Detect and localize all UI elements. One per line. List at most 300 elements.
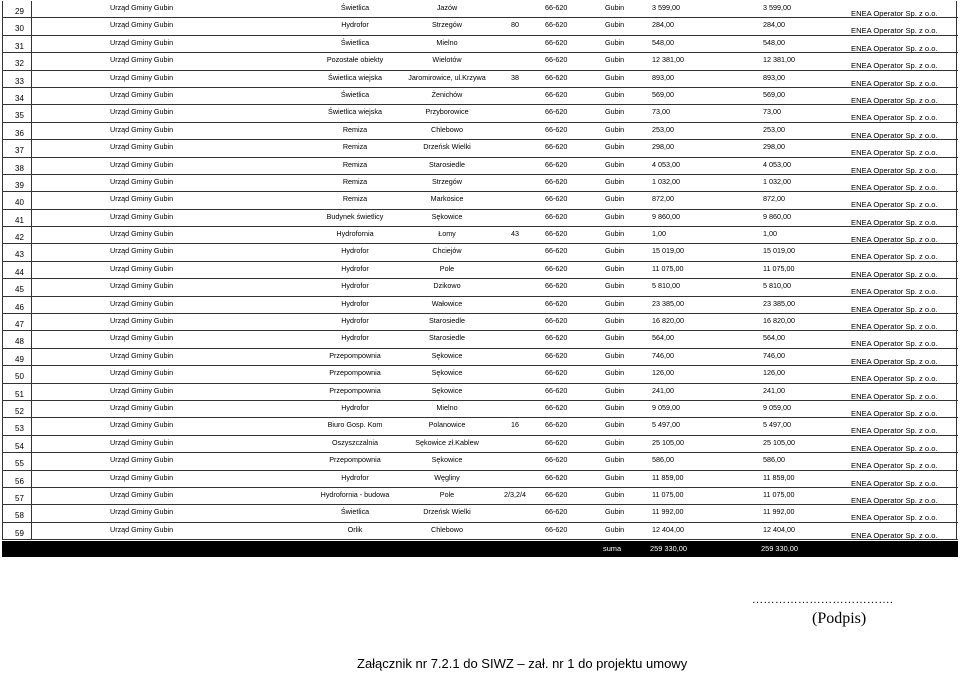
location-cell: Sękowice bbox=[431, 368, 463, 378]
location-cell: Markosice bbox=[430, 194, 464, 204]
value-1-cell: 1,00 bbox=[652, 229, 666, 239]
location-cell: Żenichów bbox=[431, 89, 463, 99]
table-row bbox=[2, 505, 958, 522]
postal-code-cell: 66-620 bbox=[545, 211, 568, 221]
location-cell: Chlebowo bbox=[431, 524, 463, 534]
value-1-cell: 3 599,00 bbox=[652, 3, 680, 12]
table-row bbox=[2, 262, 958, 279]
operator-cell: ENEA Operator Sp. z o.o. bbox=[851, 148, 938, 158]
value-1-cell: 1 032,00 bbox=[652, 176, 680, 186]
city-cell: Gubin bbox=[605, 385, 625, 395]
table-row bbox=[2, 36, 958, 53]
row-number: 33 bbox=[15, 76, 24, 86]
owner-cell: Urząd Gminy Gubin bbox=[110, 263, 174, 273]
value-1-cell: 23 385,00 bbox=[652, 298, 684, 308]
row-number: 49 bbox=[15, 354, 24, 364]
value-1-cell: 12 381,00 bbox=[652, 55, 684, 65]
city-cell: Gubin bbox=[605, 159, 625, 169]
owner-cell: Urząd Gminy Gubin bbox=[110, 159, 174, 169]
owner-cell: Urząd Gminy Gubin bbox=[110, 350, 174, 360]
value-1-cell: 126,00 bbox=[652, 368, 674, 378]
value-2-cell: 548,00 bbox=[763, 37, 785, 47]
object-type-cell: Hydrofor bbox=[341, 246, 369, 256]
city-cell: Gubin bbox=[605, 298, 625, 308]
postal-code-cell: 66-620 bbox=[545, 316, 568, 326]
house-number-cell: 16 bbox=[511, 420, 519, 430]
location-cell: Mielno bbox=[436, 37, 458, 47]
table-row bbox=[2, 158, 958, 175]
table-row bbox=[2, 53, 958, 70]
object-type-cell: Hydrofor bbox=[341, 263, 369, 273]
postal-code-cell: 66-620 bbox=[545, 524, 568, 534]
value-1-cell: 5 497,00 bbox=[652, 420, 680, 430]
city-cell: Gubin bbox=[605, 420, 625, 430]
table-row bbox=[2, 140, 958, 157]
city-cell: Gubin bbox=[605, 489, 625, 499]
owner-cell: Urząd Gminy Gubin bbox=[110, 176, 174, 186]
row-number: 59 bbox=[15, 528, 24, 538]
object-type-cell: Hydrofor bbox=[341, 281, 369, 291]
summary-row bbox=[2, 541, 958, 557]
table-row bbox=[2, 297, 958, 314]
location-cell: Sękowice bbox=[431, 350, 463, 360]
row-number: 48 bbox=[15, 337, 24, 347]
owner-cell: Urząd Gminy Gubin bbox=[110, 489, 174, 499]
owner-cell: Urząd Gminy Gubin bbox=[110, 524, 174, 534]
object-type-cell: Przepompownia bbox=[329, 385, 381, 395]
location-cell: Mielno bbox=[436, 402, 458, 412]
value-2-cell: 12 404,00 bbox=[763, 524, 795, 534]
value-2-cell: 872,00 bbox=[763, 194, 785, 204]
postal-code-cell: 66-620 bbox=[545, 176, 568, 186]
location-cell: Przyborowice bbox=[425, 107, 469, 117]
city-cell: Gubin bbox=[605, 316, 625, 326]
row-number: 58 bbox=[15, 511, 24, 521]
value-1-cell: 746,00 bbox=[652, 350, 674, 360]
row-number: 56 bbox=[15, 476, 24, 486]
operator-cell: ENEA Operator Sp. z o.o. bbox=[851, 408, 938, 418]
city-cell: Gubin bbox=[605, 350, 625, 360]
postal-code-cell: 66-620 bbox=[545, 350, 568, 360]
location-cell: Chlebowo bbox=[431, 124, 463, 134]
location-cell: Węgliny bbox=[434, 472, 460, 482]
postal-code-cell: 66-620 bbox=[545, 194, 568, 204]
object-type-cell: Remiza bbox=[342, 142, 368, 152]
operator-cell: ENEA Operator Sp. z o.o. bbox=[851, 61, 938, 71]
signature-dots: ………………………………. bbox=[752, 594, 894, 606]
operator-cell: ENEA Operator Sp. z o.o. bbox=[851, 217, 938, 227]
operator-cell: ENEA Operator Sp. z o.o. bbox=[851, 252, 938, 262]
house-number-cell: 2/3,2/4 bbox=[504, 489, 526, 499]
city-cell: Gubin bbox=[605, 333, 625, 343]
location-cell: Sękowice bbox=[431, 455, 463, 465]
operator-cell: ENEA Operator Sp. z o.o. bbox=[851, 478, 938, 488]
row-number: 45 bbox=[15, 285, 24, 295]
table-row bbox=[2, 210, 958, 227]
city-cell: Gubin bbox=[605, 89, 625, 99]
location-cell: Drzeńsk Wielki bbox=[423, 507, 471, 517]
owner-cell: Urząd Gminy Gubin bbox=[110, 455, 174, 465]
postal-code-cell: 66-620 bbox=[545, 107, 568, 117]
table-row bbox=[2, 123, 958, 140]
owner-cell: Urząd Gminy Gubin bbox=[110, 246, 174, 256]
operator-cell: ENEA Operator Sp. z o.o. bbox=[851, 356, 938, 366]
grid-line bbox=[956, 1, 957, 540]
value-2-cell: 893,00 bbox=[763, 72, 785, 82]
location-cell: Chciejów bbox=[432, 246, 462, 256]
owner-cell: Urząd Gminy Gubin bbox=[110, 72, 174, 82]
value-1-cell: 586,00 bbox=[652, 455, 674, 465]
city-cell: Gubin bbox=[605, 455, 625, 465]
location-cell: Polanowice bbox=[428, 420, 466, 430]
object-type-cell: Budynek świetlicy bbox=[326, 211, 384, 221]
operator-cell: ENEA Operator Sp. z o.o. bbox=[851, 78, 938, 88]
row-number: 37 bbox=[15, 146, 24, 156]
postal-code-cell: 66-620 bbox=[545, 229, 568, 239]
grid-line bbox=[2, 1, 3, 540]
row-number: 40 bbox=[15, 198, 24, 208]
object-type-cell: Remiza bbox=[342, 124, 368, 134]
location-cell: Strzegów bbox=[432, 20, 462, 30]
table-row bbox=[2, 227, 958, 244]
value-2-cell: 241,00 bbox=[763, 385, 785, 395]
owner-cell: Urząd Gminy Gubin bbox=[110, 107, 174, 117]
table-row bbox=[2, 384, 958, 401]
owner-cell: Urząd Gminy Gubin bbox=[110, 37, 174, 47]
value-2-cell: 23 385,00 bbox=[763, 298, 795, 308]
city-cell: Gubin bbox=[605, 402, 625, 412]
row-number: 55 bbox=[15, 459, 24, 469]
postal-code-cell: 66-620 bbox=[545, 20, 568, 30]
value-2-cell: 126,00 bbox=[763, 368, 785, 378]
operator-cell: ENEA Operator Sp. z o.o. bbox=[851, 374, 938, 384]
postal-code-cell: 66-620 bbox=[545, 3, 568, 12]
value-1-cell: 12 404,00 bbox=[652, 524, 684, 534]
postal-code-cell: 66-620 bbox=[545, 385, 568, 395]
row-number: 50 bbox=[15, 372, 24, 382]
owner-cell: Urząd Gminy Gubin bbox=[110, 3, 174, 12]
value-1-cell: 284,00 bbox=[652, 20, 674, 30]
location-cell: Pole bbox=[439, 263, 455, 273]
table-row bbox=[2, 453, 958, 470]
operator-cell: ENEA Operator Sp. z o.o. bbox=[851, 200, 938, 210]
postal-code-cell: 66-620 bbox=[545, 420, 568, 430]
object-type-cell: Hydrofornia bbox=[336, 229, 374, 239]
city-cell: Gubin bbox=[605, 37, 625, 47]
table-row bbox=[2, 488, 958, 505]
city-cell: Gubin bbox=[605, 211, 625, 221]
row-number: 44 bbox=[15, 267, 24, 277]
house-number-cell: 38 bbox=[511, 72, 519, 82]
location-cell: Łomy bbox=[438, 229, 456, 239]
value-2-cell: 564,00 bbox=[763, 333, 785, 343]
object-type-cell: Przepompownia bbox=[329, 368, 381, 378]
value-1-cell: 11 075,00 bbox=[652, 263, 684, 273]
owner-cell: Urząd Gminy Gubin bbox=[110, 298, 174, 308]
value-1-cell: 11 859,00 bbox=[652, 472, 684, 482]
operator-cell: ENEA Operator Sp. z o.o. bbox=[851, 530, 938, 540]
object-type-cell: Pozostałe obiekty bbox=[326, 55, 384, 65]
row-number: 35 bbox=[15, 111, 24, 121]
owner-cell: Urząd Gminy Gubin bbox=[110, 316, 174, 326]
postal-code-cell: 66-620 bbox=[545, 55, 568, 65]
location-cell: Starosiedle bbox=[429, 333, 465, 343]
operator-cell: ENEA Operator Sp. z o.o. bbox=[851, 461, 938, 471]
city-cell: Gubin bbox=[605, 472, 625, 482]
table-row bbox=[2, 18, 958, 35]
value-1-cell: 298,00 bbox=[652, 142, 674, 152]
owner-cell: Urząd Gminy Gubin bbox=[110, 333, 174, 343]
table-row bbox=[2, 1, 958, 18]
value-2-cell: 11 992,00 bbox=[763, 507, 795, 517]
value-1-cell: 9 860,00 bbox=[652, 211, 680, 221]
operator-cell: ENEA Operator Sp. z o.o. bbox=[851, 130, 938, 140]
operator-cell: ENEA Operator Sp. z o.o. bbox=[851, 269, 938, 279]
postal-code-cell: 66-620 bbox=[545, 89, 568, 99]
owner-cell: Urząd Gminy Gubin bbox=[110, 385, 174, 395]
city-cell: Gubin bbox=[605, 3, 625, 12]
table-row bbox=[2, 523, 958, 540]
postal-code-cell: 66-620 bbox=[545, 263, 568, 273]
object-type-cell: Oszyszczalnia bbox=[332, 437, 378, 447]
operator-cell: ENEA Operator Sp. z o.o. bbox=[851, 339, 938, 349]
value-2-cell: 11 075,00 bbox=[763, 489, 795, 499]
city-cell: Gubin bbox=[605, 142, 625, 152]
object-type-cell: Hydrofor bbox=[341, 402, 369, 412]
object-type-cell: Hydrofor bbox=[341, 472, 369, 482]
value-1-cell: 15 019,00 bbox=[652, 246, 684, 256]
owner-cell: Urząd Gminy Gubin bbox=[110, 402, 174, 412]
row-number: 57 bbox=[15, 493, 24, 503]
owner-cell: Urząd Gminy Gubin bbox=[110, 194, 174, 204]
location-cell: Wałowice bbox=[431, 298, 463, 308]
location-cell: Drzeńsk Wielki bbox=[423, 142, 471, 152]
object-type-cell: Świetlica wiejska bbox=[328, 72, 382, 82]
house-number-cell: 80 bbox=[511, 20, 519, 30]
object-type-cell: Świetlica bbox=[340, 37, 370, 47]
value-2-cell: 253,00 bbox=[763, 124, 785, 134]
object-type-cell: Remiza bbox=[342, 176, 368, 186]
row-number: 52 bbox=[15, 406, 24, 416]
value-1-cell: 564,00 bbox=[652, 333, 674, 343]
value-1-cell: 16 820,00 bbox=[652, 316, 684, 326]
location-cell: Dzikowo bbox=[433, 281, 461, 291]
row-number: 42 bbox=[15, 233, 24, 243]
postal-code-cell: 66-620 bbox=[545, 489, 568, 499]
operator-cell: ENEA Operator Sp. z o.o. bbox=[851, 304, 938, 314]
object-type-cell: Przepompownia bbox=[329, 455, 381, 465]
object-type-cell: Hydrofornia - budowa bbox=[320, 489, 390, 499]
table-row bbox=[2, 192, 958, 209]
location-cell: Wielotów bbox=[432, 55, 462, 65]
object-type-cell: Orlik bbox=[347, 524, 363, 534]
location-cell: Starosiedle bbox=[429, 316, 465, 326]
summary-value-1: 259 330,00 bbox=[650, 544, 687, 554]
object-type-cell: Remiza bbox=[342, 194, 368, 204]
location-cell: Sękowice bbox=[431, 211, 463, 221]
object-type-cell: Świetlica bbox=[340, 507, 370, 517]
value-1-cell: 11 075,00 bbox=[652, 489, 684, 499]
row-number: 46 bbox=[15, 302, 24, 312]
postal-code-cell: 66-620 bbox=[545, 298, 568, 308]
value-2-cell: 9 059,00 bbox=[763, 402, 791, 412]
location-cell: Strzegów bbox=[432, 176, 462, 186]
row-number: 30 bbox=[15, 24, 24, 34]
value-1-cell: 5 810,00 bbox=[652, 281, 680, 291]
city-cell: Gubin bbox=[605, 229, 625, 239]
object-type-cell: Świetlica bbox=[340, 3, 370, 12]
postal-code-cell: 66-620 bbox=[545, 281, 568, 291]
value-1-cell: 73,00 bbox=[652, 107, 670, 117]
value-2-cell: 298,00 bbox=[763, 142, 785, 152]
grid-line bbox=[31, 1, 32, 540]
row-number: 51 bbox=[15, 389, 24, 399]
summary-value-2: 259 330,00 bbox=[761, 544, 798, 554]
operator-cell: ENEA Operator Sp. z o.o. bbox=[851, 513, 938, 523]
postal-code-cell: 66-620 bbox=[545, 402, 568, 412]
row-number: 29 bbox=[15, 7, 24, 16]
value-2-cell: 746,00 bbox=[763, 350, 785, 360]
row-number: 38 bbox=[15, 163, 24, 173]
value-1-cell: 253,00 bbox=[652, 124, 674, 134]
row-number: 53 bbox=[15, 424, 24, 434]
energy-points-table bbox=[2, 1, 958, 540]
value-1-cell: 241,00 bbox=[652, 385, 674, 395]
value-2-cell: 16 820,00 bbox=[763, 316, 795, 326]
row-number: 31 bbox=[15, 41, 24, 51]
value-2-cell: 11 859,00 bbox=[763, 472, 795, 482]
postal-code-cell: 66-620 bbox=[545, 124, 568, 134]
value-2-cell: 9 860,00 bbox=[763, 211, 791, 221]
city-cell: Gubin bbox=[605, 507, 625, 517]
city-cell: Gubin bbox=[605, 55, 625, 65]
value-2-cell: 4 053,00 bbox=[763, 159, 791, 169]
owner-cell: Urząd Gminy Gubin bbox=[110, 211, 174, 221]
table-row bbox=[2, 331, 958, 348]
city-cell: Gubin bbox=[605, 263, 625, 273]
page-footer: Załącznik nr 7.2.1 do SIWZ – zał. nr 1 do projektu umowy bbox=[357, 656, 688, 671]
table-row bbox=[2, 401, 958, 418]
table-row bbox=[2, 71, 958, 88]
city-cell: Gubin bbox=[605, 524, 625, 534]
value-1-cell: 4 053,00 bbox=[652, 159, 680, 169]
object-type-cell: Świetlica wiejska bbox=[328, 107, 382, 117]
operator-cell: ENEA Operator Sp. z o.o. bbox=[851, 495, 938, 505]
city-cell: Gubin bbox=[605, 368, 625, 378]
city-cell: Gubin bbox=[605, 72, 625, 82]
object-type-cell: Hydrofor bbox=[341, 298, 369, 308]
city-cell: Gubin bbox=[605, 20, 625, 30]
postal-code-cell: 66-620 bbox=[545, 72, 568, 82]
owner-cell: Urząd Gminy Gubin bbox=[110, 55, 174, 65]
location-cell: Sękowice zł.Kablew bbox=[415, 437, 479, 447]
value-2-cell: 11 075,00 bbox=[763, 263, 795, 273]
operator-cell: ENEA Operator Sp. z o.o. bbox=[851, 182, 938, 192]
value-1-cell: 893,00 bbox=[652, 72, 674, 82]
value-2-cell: 12 381,00 bbox=[763, 55, 795, 65]
table-row bbox=[2, 366, 958, 383]
operator-cell: ENEA Operator Sp. z o.o. bbox=[851, 235, 938, 245]
owner-cell: Urząd Gminy Gubin bbox=[110, 472, 174, 482]
value-2-cell: 586,00 bbox=[763, 455, 785, 465]
row-number: 34 bbox=[15, 93, 24, 103]
table-row bbox=[2, 175, 958, 192]
object-type-cell: Hydrofor bbox=[341, 333, 369, 343]
value-1-cell: 25 105,00 bbox=[652, 437, 684, 447]
table-row bbox=[2, 105, 958, 122]
value-1-cell: 548,00 bbox=[652, 37, 674, 47]
value-2-cell: 1 032,00 bbox=[763, 176, 791, 186]
location-cell: Starosiedle bbox=[429, 159, 465, 169]
owner-cell: Urząd Gminy Gubin bbox=[110, 20, 174, 30]
row-number: 36 bbox=[15, 128, 24, 138]
owner-cell: Urząd Gminy Gubin bbox=[110, 142, 174, 152]
row-number: 54 bbox=[15, 441, 24, 451]
row-number: 43 bbox=[15, 250, 24, 260]
value-2-cell: 73,00 bbox=[763, 107, 781, 117]
operator-cell: ENEA Operator Sp. z o.o. bbox=[851, 95, 938, 105]
postal-code-cell: 66-620 bbox=[545, 142, 568, 152]
postal-code-cell: 66-620 bbox=[545, 507, 568, 517]
summary-label: suma bbox=[603, 544, 622, 554]
value-1-cell: 9 059,00 bbox=[652, 402, 680, 412]
postal-code-cell: 66-620 bbox=[545, 368, 568, 378]
owner-cell: Urząd Gminy Gubin bbox=[110, 89, 174, 99]
location-cell: Jazów bbox=[436, 3, 458, 12]
value-2-cell: 5 497,00 bbox=[763, 420, 791, 430]
postal-code-cell: 66-620 bbox=[545, 437, 568, 447]
table-row bbox=[2, 88, 958, 105]
value-2-cell: 15 019,00 bbox=[763, 246, 795, 256]
signature-label: (Podpis) bbox=[812, 610, 867, 627]
city-cell: Gubin bbox=[605, 281, 625, 291]
table-row bbox=[2, 418, 958, 435]
city-cell: Gubin bbox=[605, 437, 625, 447]
postal-code-cell: 66-620 bbox=[545, 333, 568, 343]
table-row bbox=[2, 349, 958, 366]
value-1-cell: 569,00 bbox=[652, 89, 674, 99]
object-type-cell: Biuro Gosp. Kom bbox=[327, 420, 383, 430]
object-type-cell: Hydrofor bbox=[341, 20, 369, 30]
object-type-cell: Hydrofor bbox=[341, 316, 369, 326]
operator-cell: ENEA Operator Sp. z o.o. bbox=[851, 322, 938, 332]
location-cell: Pole bbox=[439, 489, 455, 499]
city-cell: Gubin bbox=[605, 194, 625, 204]
value-2-cell: 569,00 bbox=[763, 89, 785, 99]
owner-cell: Urząd Gminy Gubin bbox=[110, 368, 174, 378]
owner-cell: Urząd Gminy Gubin bbox=[110, 437, 174, 447]
operator-cell: ENEA Operator Sp. z o.o. bbox=[851, 113, 938, 123]
postal-code-cell: 66-620 bbox=[545, 37, 568, 47]
city-cell: Gubin bbox=[605, 246, 625, 256]
operator-cell: ENEA Operator Sp. z o.o. bbox=[851, 43, 938, 53]
table-row bbox=[2, 436, 958, 453]
owner-cell: Urząd Gminy Gubin bbox=[110, 420, 174, 430]
value-1-cell: 872,00 bbox=[652, 194, 674, 204]
postal-code-cell: 66-620 bbox=[545, 472, 568, 482]
owner-cell: Urząd Gminy Gubin bbox=[110, 507, 174, 517]
operator-cell: ENEA Operator Sp. z o.o. bbox=[851, 426, 938, 436]
location-cell: Jaromirowice, ul.Krzywa bbox=[408, 72, 486, 82]
table-row bbox=[2, 244, 958, 261]
operator-cell: ENEA Operator Sp. z o.o. bbox=[851, 26, 938, 36]
city-cell: Gubin bbox=[605, 107, 625, 117]
value-2-cell: 1,00 bbox=[763, 229, 777, 239]
object-type-cell: Świetlica bbox=[340, 89, 370, 99]
operator-cell: ENEA Operator Sp. z o.o. bbox=[851, 287, 938, 297]
value-2-cell: 284,00 bbox=[763, 20, 785, 30]
object-type-cell: Remiza bbox=[342, 159, 368, 169]
